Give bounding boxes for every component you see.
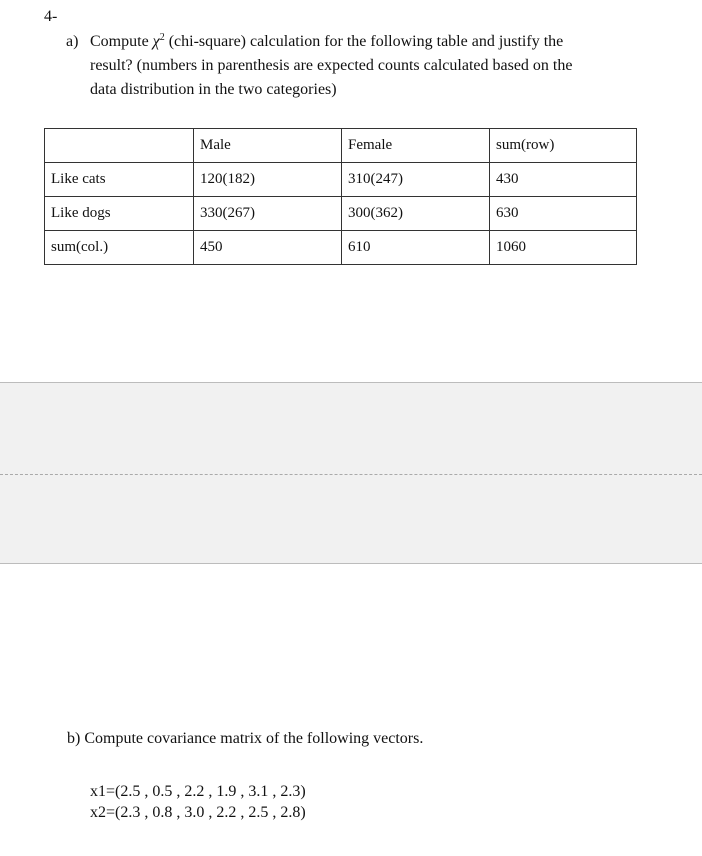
part-a-text	[90, 30, 666, 102]
page-break-gap	[0, 382, 702, 564]
part-b-prompt	[67, 730, 423, 748]
table-cell: 1060	[490, 231, 637, 265]
table-cell: 430	[490, 163, 637, 197]
table-cell: sum(col.)	[45, 231, 194, 265]
header-cell: sum(row)	[490, 129, 637, 163]
table-cell: 450	[194, 231, 342, 265]
table-cell: 120(182)	[194, 163, 342, 197]
part-b-text: Compute covariance matrix of the following vectors.	[84, 730, 424, 747]
contingency-table	[44, 128, 637, 265]
part-a-label: a)	[66, 33, 79, 50]
table-cell: 610	[342, 231, 490, 265]
table-cell: 310(247)	[342, 163, 490, 197]
chi-symbol: χ	[152, 33, 160, 50]
table-cell: Like cats	[45, 163, 194, 197]
header-cell	[45, 129, 194, 163]
header-cell: Male	[194, 129, 342, 163]
part-a-line2: result? (numbers in parenthesis are expected counts calculated based on the	[90, 57, 573, 74]
table-header-row	[45, 129, 637, 163]
table-cell: 330(267)	[194, 197, 342, 231]
vector-x2: x2=(2.3 , 0.8 , 3.0 , 2.2 , 2.5 , 2.8)	[90, 804, 306, 821]
table-row	[45, 197, 637, 231]
header-cell: Female	[342, 129, 490, 163]
chi-superscript: 2	[159, 32, 165, 43]
part-a-line3: data distribution in the two categories)	[90, 81, 337, 98]
part-a-line1: (chi-square) calculation for the following table and justify the	[164, 33, 564, 50]
table-row	[45, 163, 637, 197]
table-row	[45, 231, 637, 265]
table-cell: 300(362)	[342, 197, 490, 231]
part-a-prompt	[66, 30, 666, 102]
page-break-divider	[0, 474, 702, 475]
part-a-text-start: Compute	[90, 33, 153, 50]
table-cell: Like dogs	[45, 197, 194, 231]
vector-x1: x1=(2.5 , 0.5 , 2.2 , 1.9 , 3.1 , 2.3)	[90, 783, 306, 800]
table-cell: 630	[490, 197, 637, 231]
question-number: 4-	[44, 8, 58, 25]
part-b-label: b)	[67, 730, 81, 747]
